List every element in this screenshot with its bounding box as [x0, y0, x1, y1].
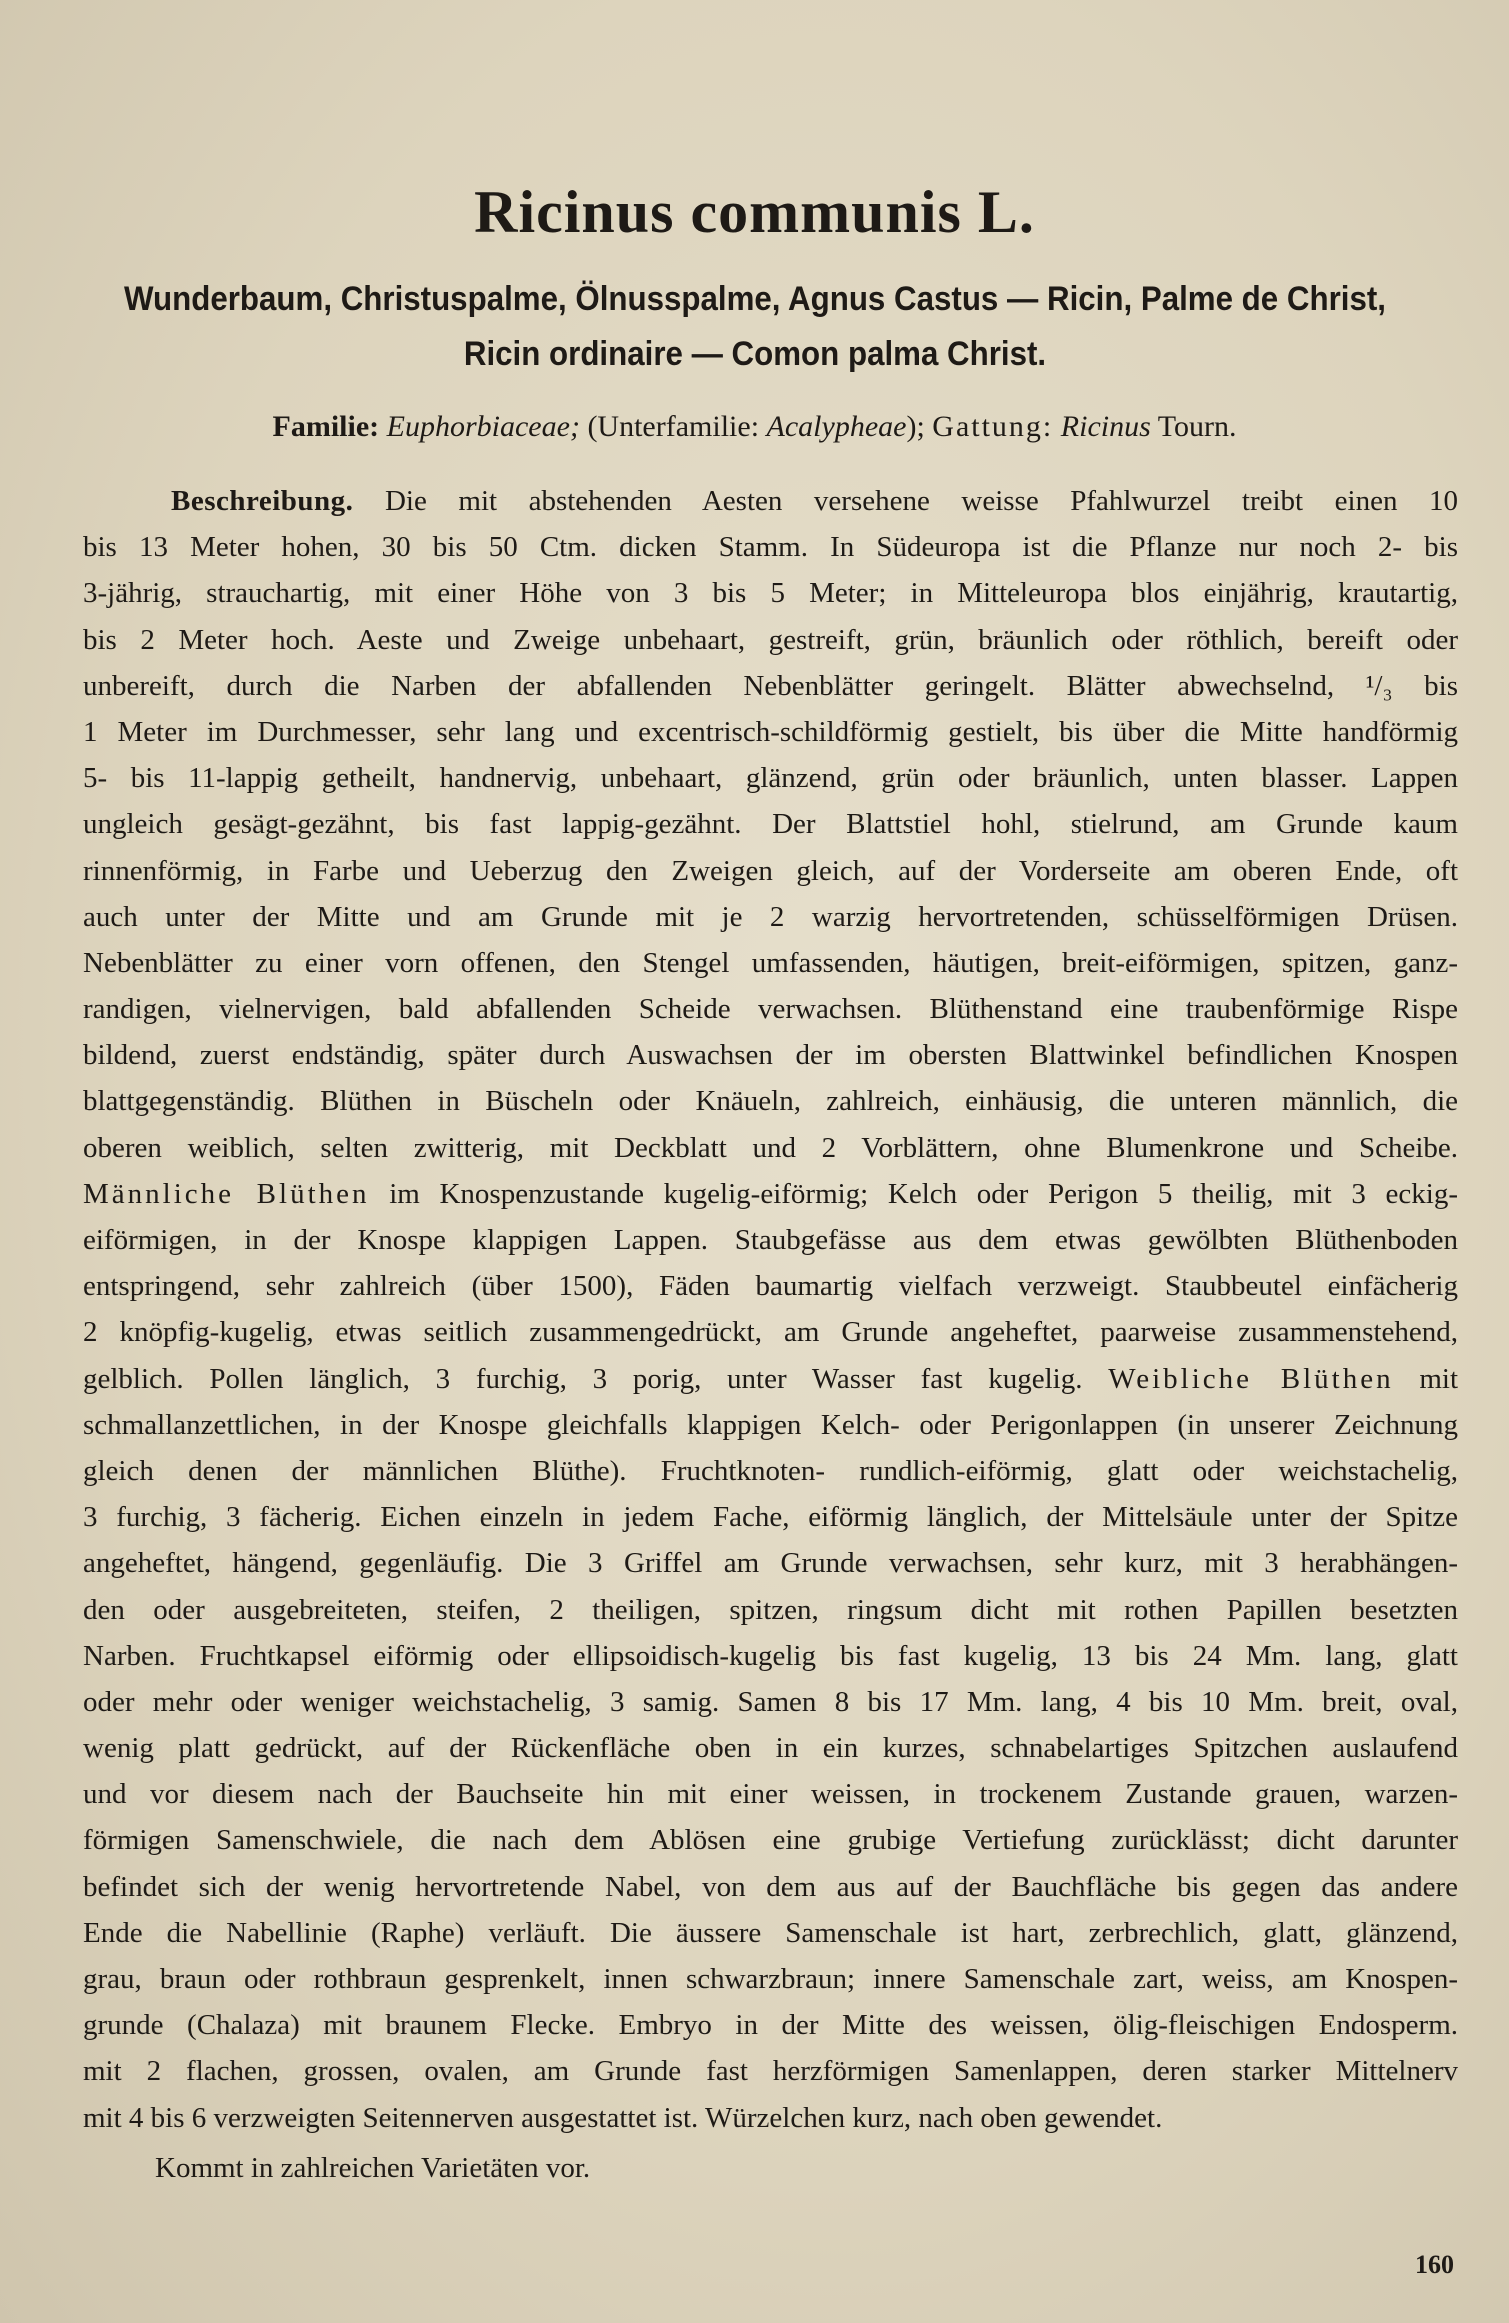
description-heading: Beschreibung.	[171, 485, 354, 517]
description-line: entspringend, sehr zahlreich (über 1500), Fäden baumartig vielfach verzweigt. Staubbeutel einfächerig	[83, 1270, 1458, 1303]
description-line: und vor diesem nach der Bauchseite hin mit einer weissen, in trockenem Zustande grauen, warzen-	[83, 1778, 1458, 1811]
description-last-line: mit 4 bis 6 verzweigten Seitennerven ausgestattet ist. Würzelchen kurz, nach oben gewendet.	[83, 2101, 1163, 2134]
description-line: 5- bis 11-lappig getheilt, handnervig, unbehaart, glänzend, grün oder bräunlich, unten blasser. Lappen	[83, 762, 1458, 795]
common-names-line-2: Ricin ordinaire — Comon palma Christ.	[463, 335, 1047, 373]
description-line: den oder ausgebreiteten, steifen, 2 theiligen, spitzen, ringsum dicht mit rothen Papillen besetzten	[83, 1593, 1458, 1626]
subfamily-name: Acalypheae	[766, 410, 907, 443]
female-flowers-line	[83, 1356, 1458, 1402]
subfamily-close: );	[906, 410, 925, 443]
description-line: mit 2 flachen, grossen, ovalen, am Grunde fast herzförmigen Samenlappen, deren starker Mittelnerv	[83, 2055, 1458, 2088]
description-line: rinnenförmig, in Farbe und Ueberzug den Zweigen gleich, auf der Vorderseite am oberen Ende, oft	[83, 854, 1458, 887]
description-line: bildend, zuerst endständig, später durch Auswachsen der im obersten Blattwinkel befindlichen Knospen	[83, 1039, 1458, 1072]
description-line: Ende die Nabellinie (Raphe) verläuft. Die äussere Samenschale ist hart, zerbrechlich, glatt, glänzend,	[83, 1916, 1458, 1949]
description-line: Narben. Fruchtkapsel eiförmig oder ellipsoidisch-kugelig bis fast kugelig, 13 bis 24 Mm. lang, glatt	[83, 1639, 1458, 1672]
description-line: blattgegenständig. Blüthen in Büscheln oder Knäueln, zahlreich, einhäusig, die unteren männlich, die	[83, 1085, 1458, 1118]
description-line: randigen, vielnervigen, bald abfallenden Scheide verwachsen. Blüthenstand eine traubenförmige Rispe	[83, 993, 1458, 1026]
page-title: Ricinus communis L.	[474, 179, 1035, 245]
description-line: wenig platt gedrückt, auf der Rückenfläche oben in ein kurzes, schnabelartiges Spitzchen auslaufend	[83, 1732, 1458, 1765]
male-flowers-line	[83, 1171, 1458, 1217]
common-names-line-1: Wunderbaum, Christuspalme, Ölnusspalme, Agnus Castus — Ricin, Palme de Christ,	[124, 280, 1386, 318]
family-line	[0, 410, 1509, 444]
description-text: mit	[1419, 1362, 1459, 1395]
male-flowers-label: Männliche Blüthen	[83, 1177, 370, 1210]
description-line: eiförmigen, in der Knospe klappigen Lappen. Staubgefässe aus dem etwas gewölbten Blüthenboden	[83, 1224, 1458, 1256]
description-line: 3-jährig, strauchartig, mit einer Höhe von 3 bis 5 Meter; in Mitteleuropa blos einjährig, krautartig,	[83, 577, 1458, 610]
description-line: Nebenblätter zu einer vorn offenen, den Stengel umfassenden, häutigen, breit-eiförmigen, spitzen, ganz-	[83, 946, 1458, 979]
description-text: Die mit abstehenden Aesten versehene weisse Pfahlwurzel treibt einen 10	[384, 485, 1458, 517]
description-line: 2 knöpfig-kugelig, etwas seitlich zusammengedrückt, am Grunde angeheftet, paarweise zusammenstehend,	[83, 1316, 1458, 1349]
description-line: befindet sich der wenig hervortretende Nabel, von dem aus auf der Bauchfläche bis gegen das andere	[83, 1870, 1458, 1903]
description-line: bis 2 Meter hoch. Aeste und Zweige unbehaart, gestreift, grün, bräunlich oder röthlich, bereift oder	[83, 623, 1458, 656]
description-line: schmallanzettlichen, in der Knospe gleichfalls klappigen Kelch- oder Perigonlappen (in unserer Zeichnung	[83, 1408, 1458, 1441]
description-line: oder mehr oder weniger weichstachelig, 3 samig. Samen 8 bis 17 Mm. lang, 4 bis 10 Mm. breit, oval,	[83, 1685, 1458, 1718]
description-text: im Knospenzustande kugelig-eiförmig; Kelch oder Perigon 5 theilig, mit 3 eckig-	[389, 1177, 1459, 1210]
description-line: auch unter der Mitte und am Grunde mit je 2 warzig hervortretenden, schüsselförmigen Drüsen.	[83, 900, 1458, 933]
description-line: oberen weiblich, selten zwitterig, mit Deckblatt und 2 Vorblättern, ohne Blumenkrone und Scheibe.	[83, 1131, 1458, 1164]
description-body	[83, 478, 1458, 2141]
genus-author: Tourn.	[1157, 410, 1237, 443]
female-flowers-label: Weibliche Blüthen	[1108, 1362, 1394, 1395]
description-line: grunde (Chalaza) mit braunem Flecke. Embryo in der Mitte des weissen, ölig-fleischigen Endosperm.	[83, 2009, 1458, 2042]
description-line: angeheftet, hängend, gegenläufig. Die 3 Griffel am Grunde verwachsen, sehr kurz, mit 3 herabhängen-	[83, 1547, 1458, 1580]
genus-label: Gattung:	[932, 410, 1054, 443]
description-line: 1 Meter im Durchmesser, sehr lang und excentrisch-schildförmig gestielt, bis über die Mitte handförmig	[83, 715, 1458, 748]
description-line: grau, braun oder rothbraun gesprenkelt, innen schwarzbraun; innere Samenschale zart, weiss, am Knospen-	[83, 1963, 1458, 1995]
varieties-note: Kommt in zahlreichen Varietäten vor.	[155, 2152, 591, 2184]
description-line: unbereift, durch die Narben der abfallenden Nebenblätter geringelt. Blätter abwechselnd, ¹/₃ bis	[83, 669, 1458, 702]
description-line: 3 furchig, 3 fächerig. Eichen einzeln in jedem Fache, eiförmig länglich, der Mittelsäule unter der Spitze	[83, 1501, 1458, 1534]
description-first-line	[83, 478, 1458, 524]
common-names	[97, 272, 1413, 382]
description-text: gelblich. Pollen länglich, 3 furchig, 3 porig, unter Wasser fast kugelig.	[83, 1362, 1083, 1395]
description-line: ungleich gesägt-gezähnt, bis fast lappig-gezähnt. Der Blattstiel hohl, stielrund, am Grunde kaum	[83, 808, 1458, 841]
family-name: Euphorbiaceae;	[386, 410, 580, 443]
description-line: bis 13 Meter hohen, 30 bis 50 Ctm. dicken Stamm. In Südeuropa ist die Pflanze nur noch 2- bis	[83, 531, 1458, 564]
description-line: gleich denen der männlichen Blüthe). Fruchtknoten- rundlich-eiförmig, glatt oder weichstachelig,	[83, 1454, 1458, 1487]
family-label: Familie:	[272, 410, 380, 443]
genus-name: Ricinus	[1060, 410, 1151, 443]
subfamily-label: (Unterfamilie:	[587, 410, 760, 443]
page-number: 160	[1415, 2250, 1454, 2279]
description-line: förmigen Samenschwiele, die nach dem Ablösen eine grubige Vertiefung zurücklässt; dicht darunter	[83, 1824, 1458, 1857]
